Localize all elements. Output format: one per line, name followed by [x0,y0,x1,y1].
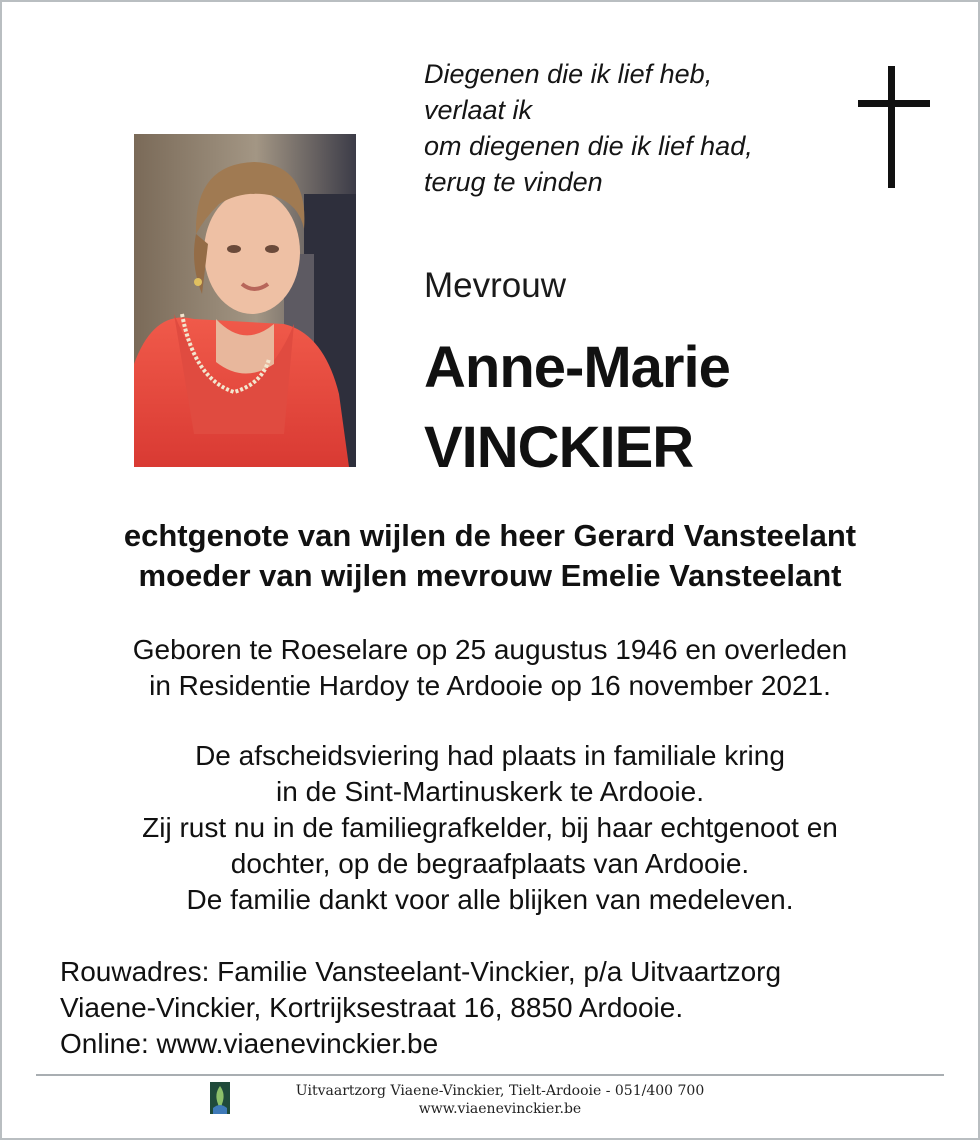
poem-line: Diegenen die ik lief heb, [424,59,713,89]
ceremony-line: Zij rust nu in de familiegrafkelder, bij haar echtgenoot en [142,812,838,843]
poem-line: verlaat ik [424,95,533,125]
poem [424,56,753,200]
birth-death-line: Geboren te Roeselare op 25 augustus 1946 en overleden [132,634,848,665]
family-relations [30,516,950,596]
cross-icon [858,66,930,188]
funeral-home-logo-icon [210,1082,230,1114]
online-link[interactable]: Online: www.viaenevinckier.be [60,1028,439,1059]
birth-death-notice [30,632,950,704]
footer-website-link[interactable]: www.viaenevinckier.be [418,1101,582,1117]
footer-company: Uitvaartzorg Viaene-Vinckier, Tielt-Ardooie - 051/400 700 [295,1083,705,1099]
portrait-photo [134,134,356,467]
address-line: Rouwadres: Familie Vansteelant-Vinckier, p/a Uitvaartzorg [60,956,782,987]
poem-line: terug te vinden [424,167,603,197]
relation-line: echtgenote van wijlen de heer Gerard Vansteelant [123,518,857,553]
ceremony-line: dochter, op de begraafplaats van Ardooie. [230,848,750,879]
footer-divider [36,1074,944,1076]
ceremony-line: De afscheidsviering had plaats in familiale kring [195,740,785,771]
last-name: VINCKIER [424,415,694,480]
honorific: Mevrouw [424,266,566,305]
birth-death-line: in Residentie Hardoy te Ardooie op 16 november 2021. [149,670,831,701]
ceremony-notice [30,738,950,918]
ceremony-line: in de Sint-Martinuskerk te Ardooie. [276,776,704,807]
first-name: Anne-Marie [424,335,730,400]
relation-line: moeder van wijlen mevrouw Emelie Vansteelant [138,558,842,593]
footer [230,1082,770,1118]
mourning-address [60,954,781,1062]
ceremony-line: De familie dankt voor alle blijken van medeleven. [186,884,794,915]
poem-line: om diegenen die ik lief had, [424,131,753,161]
address-line: Viaene-Vinckier, Kortrijksestraat 16, 8850 Ardooie. [60,992,684,1023]
